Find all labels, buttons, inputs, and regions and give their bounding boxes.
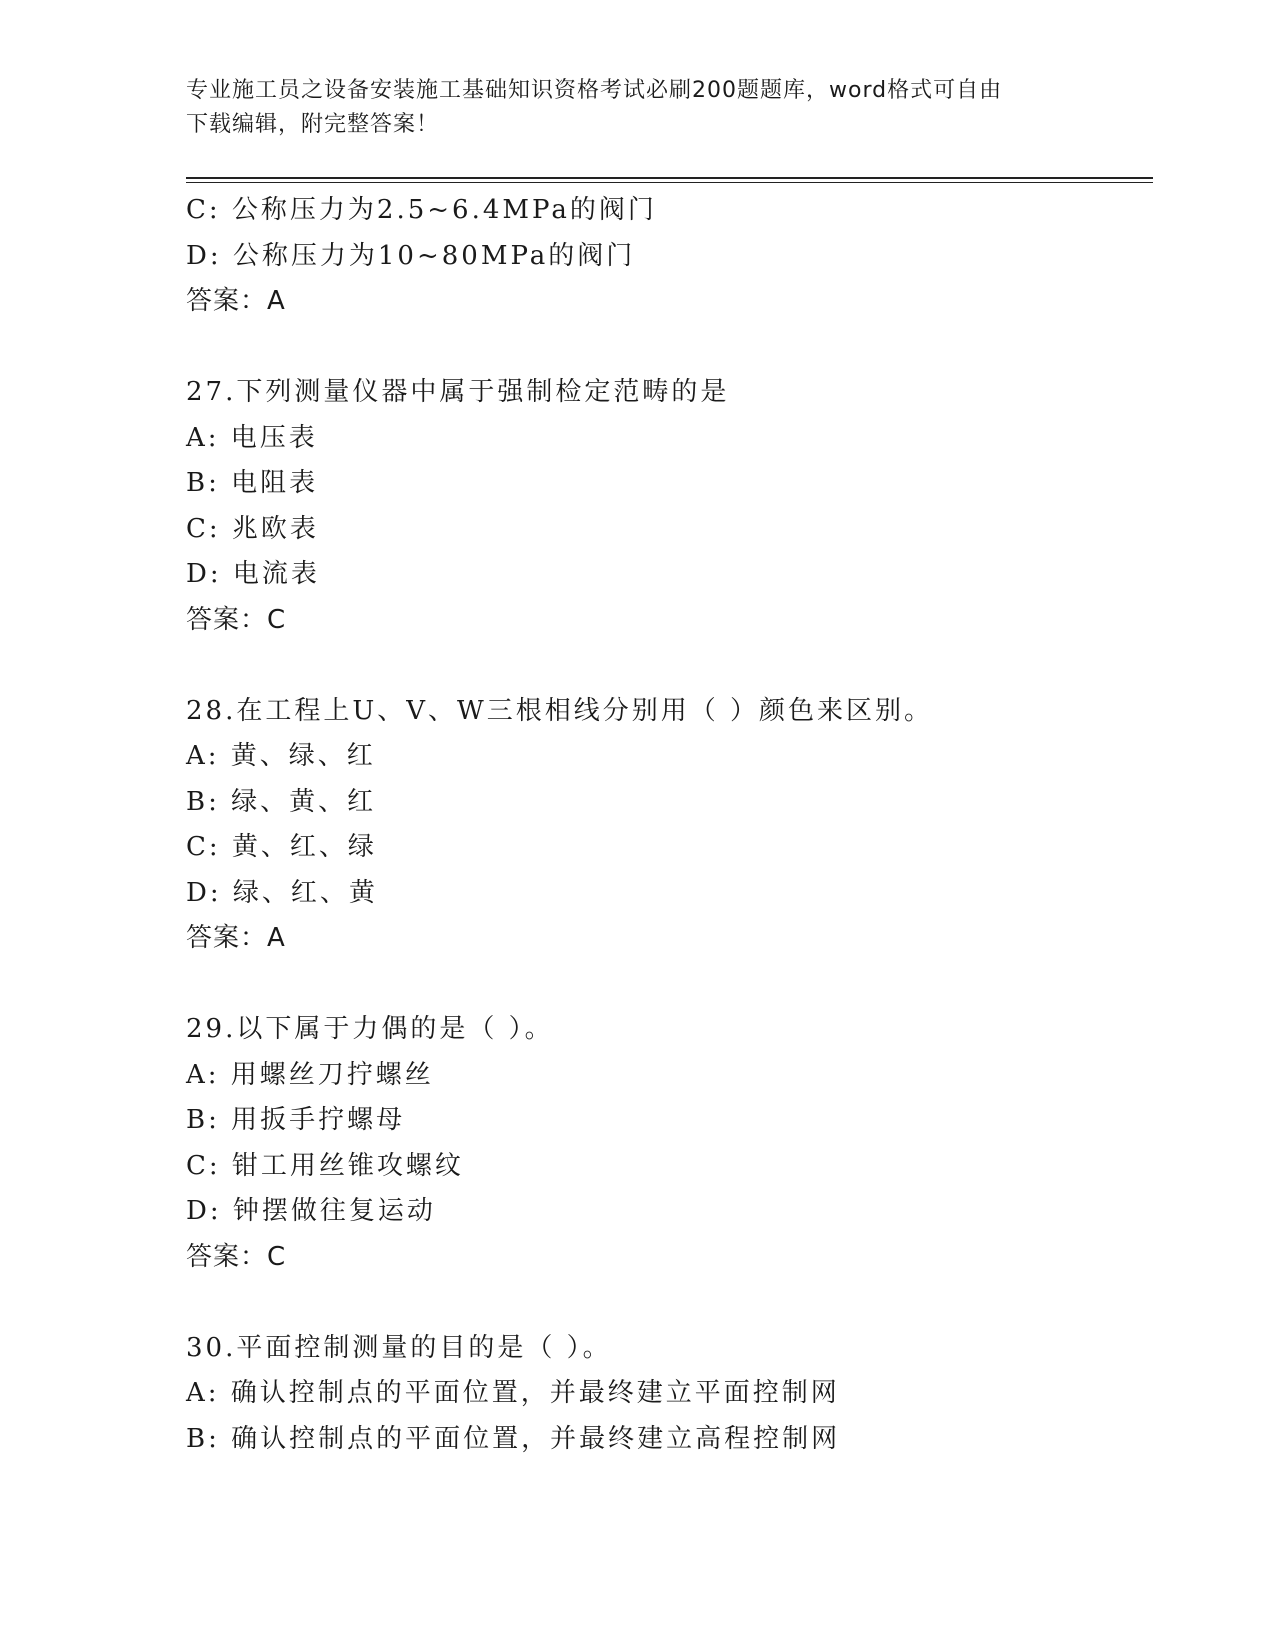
option-d: D: 绿、红、黄 [186,877,378,908]
spacer [186,962,1146,1008]
option-a: A: 确认控制点的平面位置，并最终建立平面控制网 [186,1378,840,1408]
spacer [186,325,1146,371]
question-stem: 27.下列测量仪器中属于强制检定范畴的是 [186,377,730,407]
answer: 答案：A [186,286,286,316]
header-line-2: 下载编辑，附完整答案！ [186,112,440,137]
question-29 [186,1007,1146,1280]
option-b: B: 绿、黄、红 [186,786,377,817]
spacer [186,1280,1146,1326]
answer: 答案：A [186,923,286,953]
question-30 [186,1326,1146,1463]
document-header [186,74,1066,142]
question-27 [186,370,1146,643]
question-stem: 30.平面控制测量的目的是（ ）。 [186,1332,612,1363]
header-line-1: 专业施工员之设备安装施工基础知识资格考试必刷200题题库，word格式可自由 [186,78,1003,103]
answer: 答案：C [186,604,287,635]
option-c: C: 钳工用丝锥攻螺纹 [186,1150,464,1181]
spacer [186,643,1146,689]
option-b: B: 确认控制点的平面位置，并最终建立高程控制网 [186,1423,841,1454]
prev-question-tail [186,188,1146,325]
option-b: B: 电阻表 [186,468,319,498]
option-a: A: 用螺丝刀拧螺丝 [186,1059,434,1090]
question-28 [186,689,1146,962]
option-c: C: 黄、红、绿 [186,832,377,862]
option-c: C: 兆欧表 [186,513,319,544]
option-c: C: 公称压力为2.5~6.4MPa的阀门 [186,195,657,225]
header-divider-thick [186,177,1153,179]
answer: 答案：C [186,1241,287,1272]
document-body [186,188,1146,1462]
option-d: D: 钟摆做往复运动 [186,1196,436,1226]
option-d: D: 公称压力为10~80MPa的阀门 [186,240,636,271]
option-b: B: 用扳手拧螺母 [186,1105,406,1135]
question-stem: 28.在工程上U、V、W三根相线分别用（ ）颜色来区别。 [186,695,934,726]
option-d: D: 电流表 [186,559,320,589]
question-stem: 29.以下属于力偶的是（ ）。 [186,1014,554,1044]
header-divider-thin [186,182,1153,183]
option-a: A: 电压表 [186,422,318,453]
option-a: A: 黄、绿、红 [186,741,376,771]
